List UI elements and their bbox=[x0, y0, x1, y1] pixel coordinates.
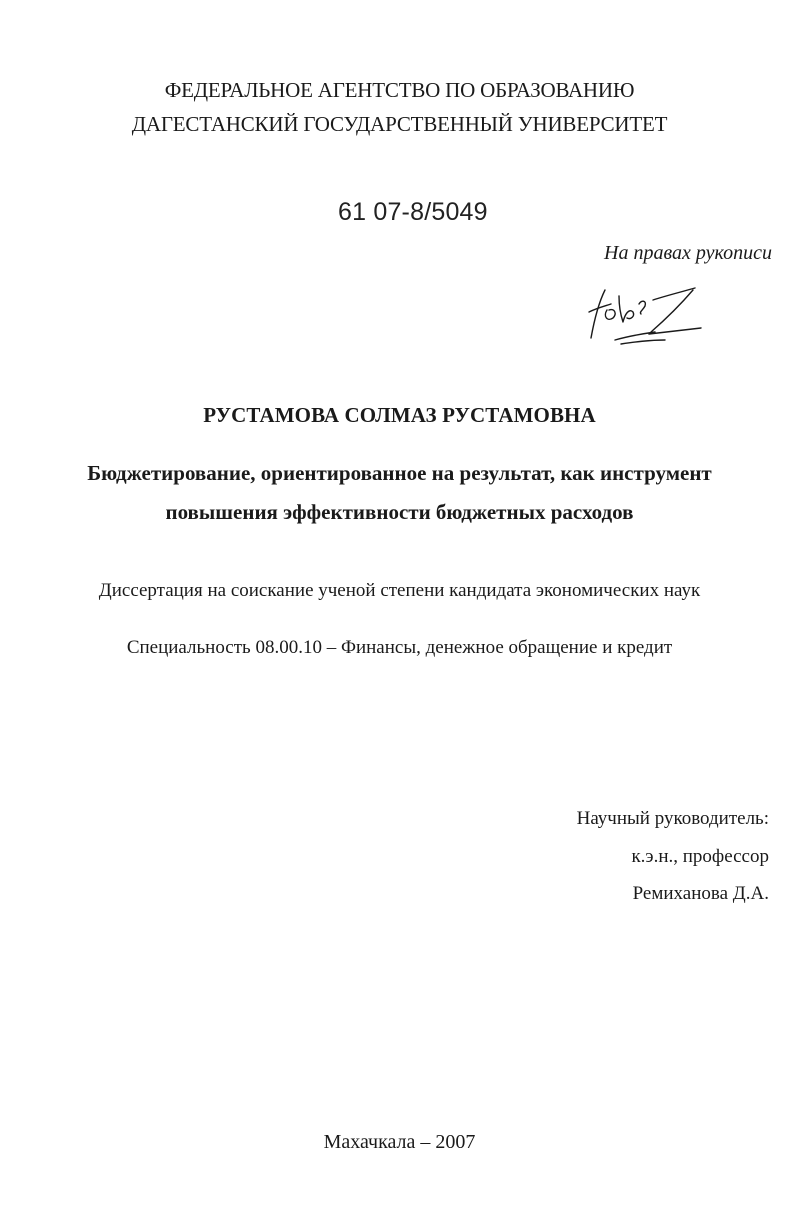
dissertation-title-line-2: повышения эффективности бюджетных расходов bbox=[165, 500, 634, 524]
advisor-label: Научный руководитель: bbox=[576, 808, 769, 829]
manuscript-rights-note: На правах рукописи bbox=[604, 242, 772, 264]
university-name: ДАГЕСТАНСКИЙ ГОСУДАРСТВЕННЫЙ УНИВЕРСИТЕТ bbox=[131, 112, 668, 136]
advisor-name: Ремиханова Д.А. bbox=[632, 883, 769, 904]
city-and-year: Махачкала – 2007 bbox=[323, 1131, 476, 1153]
speciality-statement: Специальность 08.00.10 – Финансы, денежное обращение и кредит bbox=[126, 637, 673, 658]
author-name: РУСТАМОВА СОЛМАЗ РУСТАМОВНА bbox=[203, 403, 596, 427]
agency-name: ФЕДЕРАЛЬНОЕ АГЕНТСТВО ПО ОБРАЗОВАНИЮ bbox=[164, 78, 635, 102]
advisor-degree: к.э.н., профессор bbox=[631, 846, 769, 867]
library-stamp-number: 61 07-8/5049 bbox=[338, 198, 488, 226]
author-signature bbox=[585, 282, 705, 346]
dissertation-title-line-1: Бюджетирование, ориентированное на результат, как инструмент bbox=[87, 461, 712, 485]
degree-statement: Диссертация на соискание ученой степени кандидата экономических наук bbox=[98, 580, 701, 601]
